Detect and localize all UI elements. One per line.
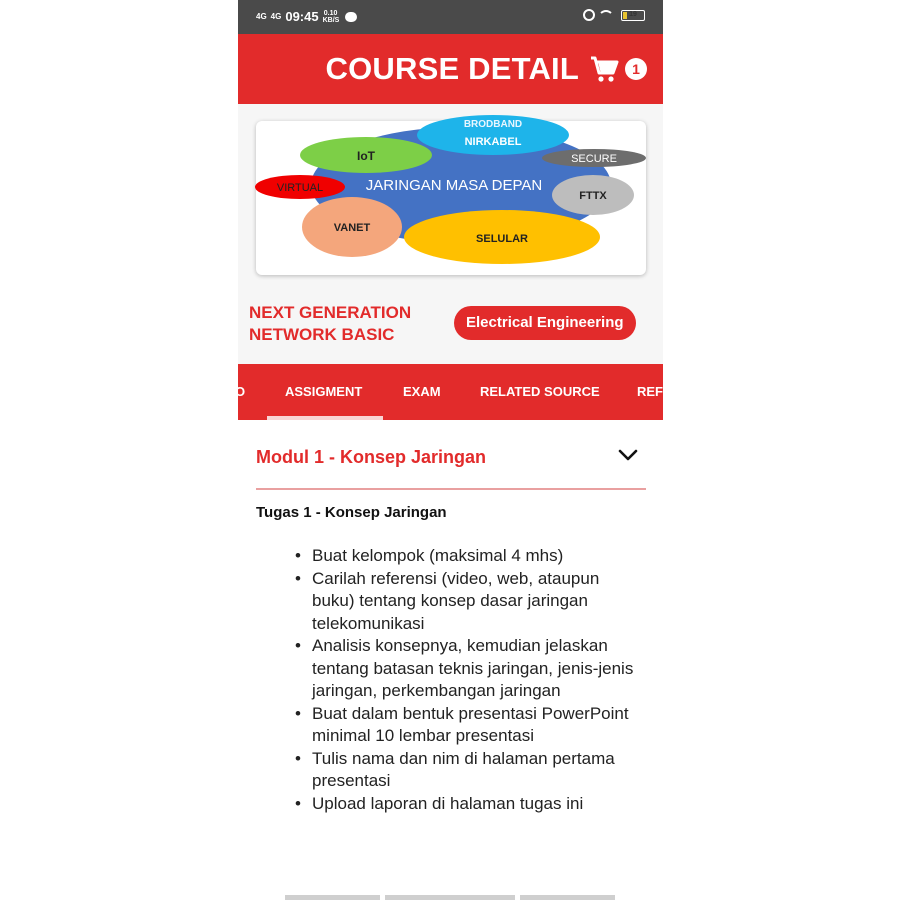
module-divider	[256, 488, 646, 490]
tab-bar	[235, 364, 667, 420]
bottom-button-edge	[520, 895, 615, 900]
battery-icon	[621, 10, 645, 21]
task-item: • Analisis konsepnya, kemudian jelaskan tentang batasan teknis jaringan, jenis-jenis jaringan, perkembangan jaringan	[312, 635, 642, 703]
secure-label: SECURE	[571, 153, 617, 165]
iot-label: IoT	[357, 149, 375, 163]
course-name: NEXT GENERATION NETWORK BASIC	[249, 303, 412, 344]
broadband-label: BRODBAND	[463, 119, 523, 130]
task-title: Tugas 1 - Konsep Jaringan	[256, 504, 447, 521]
department-badge[interactable]: Electrical Engineering	[454, 306, 636, 340]
tab-related-source[interactable]: RELATED SOURCE	[480, 384, 600, 399]
nirkabel-label: NIRKABEL	[464, 136, 522, 148]
course-banner-image	[256, 121, 646, 275]
selular-label: SELULAR	[476, 233, 528, 245]
task-instructions-list	[312, 545, 642, 815]
phone-screen	[235, 0, 667, 900]
tab-assigment[interactable]: ASSIGMENT	[285, 384, 363, 399]
page-title: COURSE DETAIL	[325, 51, 579, 86]
module-title[interactable]: Modul 1 - Konsep Jaringan	[256, 447, 487, 467]
vanet-label: VANET	[333, 222, 371, 234]
battery-level: 19	[629, 10, 637, 18]
status-bar	[238, 0, 663, 34]
cart-count-badge[interactable]: 1	[625, 58, 647, 80]
tab-exam[interactable]: EXAM	[403, 384, 441, 399]
task-item: • Tulis nama dan nim di halaman pertama presentasi	[312, 748, 642, 793]
chevron-down-icon[interactable]	[618, 448, 638, 462]
bottom-button-edge	[285, 895, 380, 900]
status-time: 09:45	[285, 9, 319, 24]
tab-reference[interactable]: REFI	[637, 384, 667, 399]
message-icon	[345, 12, 357, 22]
virtual-label: VIRTUAL	[276, 182, 324, 194]
task-item: • Buat kelompok (maksimal 4 mhs)	[312, 545, 642, 568]
signal-indicator-2: 4G	[270, 11, 282, 21]
task-item: • Upload laporan di halaman tugas ini	[312, 793, 642, 816]
tab-info[interactable]: O	[235, 384, 246, 399]
alarm-icon	[583, 9, 595, 21]
wifi-icon	[601, 10, 615, 20]
signal-indicator-1: 4G	[256, 11, 267, 21]
bottom-button-edge	[385, 895, 515, 900]
task-item: • Buat dalam bentuk presentasi PowerPoint minimal 10 lembar presentasi	[312, 703, 642, 748]
cart-icon[interactable]	[589, 54, 619, 84]
center-label: JARINGAN MASA DEPAN	[365, 177, 543, 194]
app-header	[238, 34, 663, 104]
fttx-label: FTTX	[579, 190, 607, 202]
active-tab-indicator	[267, 416, 383, 420]
task-item: • Carilah referensi (video, web, ataupun buku) tentang konsep dasar jaringan telekomunikasi	[312, 568, 642, 636]
network-speed: 0.10 KB/S	[322, 9, 340, 24]
